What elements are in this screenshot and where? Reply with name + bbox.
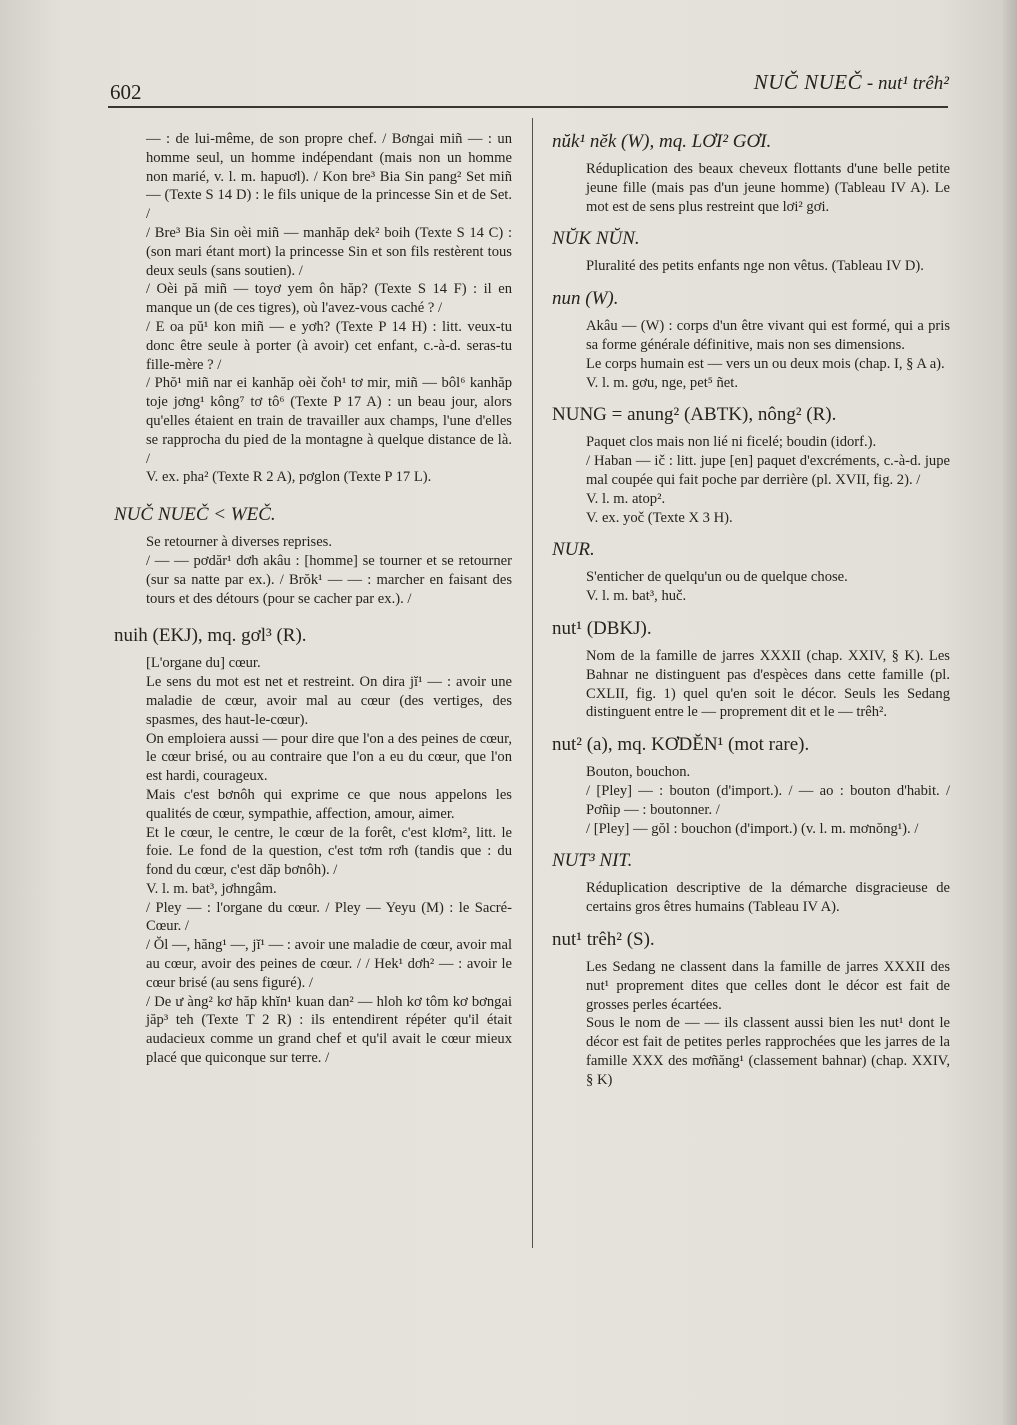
definition-line: / Pley — : l'organe du cœur. / Pley — Yeyu (M) : le Sacré-Cœur. /: [146, 899, 512, 935]
continuation-para: V. ex. pha² (Texte R 2 A), pơglon (Texte P 17 L).: [146, 469, 432, 486]
headword: NŬK NŬN.: [552, 228, 640, 250]
entry-nuk-nun: [552, 227, 950, 276]
definition-line: S'enticher de quelqu'un ou de quelque chose.: [586, 569, 848, 586]
continuation-para: / Bre³ Bia Sin oèi miñ — manhăp dek² boih (Texte S 14 C) : (son mari étant mort) la princesse Sin et son fils restèrent tous deux seuls (sans soutien). /: [146, 224, 512, 279]
definition-line: Réduplication des beaux cheveux flottants d'une belle petite jeune fille (mais pas d'un jeune homme) (Tableau IV A). Le mot est de sens plus restreint que lơi² gơi.: [586, 161, 950, 215]
entry-nut-treh: [552, 928, 950, 1090]
definition-line: Bouton, bouchon.: [586, 764, 691, 781]
right-column: [552, 130, 950, 1090]
entry-nuc-nuec: [114, 503, 512, 608]
definition-line: V. l. m. bat³, jơhngâm.: [146, 880, 277, 897]
entry-nut-1: [552, 617, 950, 722]
definition-line: Sous le nom de — — ils classent aussi bien les nut¹ dont le décor est fait de petites perles rapprochées que les jarres de la famille XXX des mơñăng¹ (classement bahnar) (chap. XXIV, § K): [586, 1015, 950, 1088]
headword: NUNG = anung² (ABTK), nông² (R).: [552, 404, 837, 426]
definition-line: / [Pley] — gŏl : bouchon (d'import.) (v. l. m. mơnŏng¹). /: [586, 820, 919, 837]
definition-line: / Haban — ič : litt. jupe [en] paquet d'excréments, c.-à-d. jupe mal coupée qui fait poche par derrière (pl. XVII, fig. 2). /: [586, 453, 950, 488]
headword: nŭk¹ nĕk (W), mq. LƠI² GƠI.: [552, 131, 772, 152]
entry-nun: [552, 287, 950, 392]
definition-line: V. l. m. atop².: [586, 490, 666, 507]
headword: nut¹ trêh² (S).: [552, 928, 655, 950]
definition-line: Le corps humain est — vers un ou deux mois (chap. I, § A a).: [586, 355, 945, 372]
running-head-headword: NUČ NUEČ: [753, 70, 863, 94]
definition-line: V. ex. yoč (Texte X 3 H).: [586, 509, 733, 526]
entry-nuih: [114, 624, 512, 1068]
continuation-para: / Oèi pă miñ — toyơ yem ôn hăp? (Texte S 14 F) : il en manque un (de ces tigres), où l'avez-vous caché ? /: [146, 281, 512, 317]
entry-nut-3-nit: [552, 849, 950, 917]
headword: NUR.: [552, 539, 595, 561]
definition-line: / De ư àng² kơ hăp khĭn¹ kuan dan² — hloh kơ tôm kơ bơngai jăp³ teh (Texte T 2 R) : ils entendirent répéter qu'il était audacieux comme un grand chef et qu'il avait le cœur mieux placé que quiconque sur terre. /: [146, 993, 512, 1067]
definition-line: Se retourner à diverses reprises.: [146, 534, 332, 551]
definition-line: Akâu — (W) : corps d'un être vivant qui est formé, qui a pris sa forme générale définitive, mais non ses dimensions.: [586, 318, 950, 353]
definition-line: / [Pley] — : bouton (d'import.). / — ao : bouton d'habit. / Pơñip — : boutonner. /: [586, 782, 950, 818]
left-column: [114, 130, 512, 1068]
running-head: [754, 70, 949, 95]
headword: nut¹ (DBKJ).: [552, 617, 652, 639]
continuation-para: / Phŏ¹ miñ nar ei kanhăp oèi čoh¹ tơ mir, miñ — bôl⁶ kanhăp toje jơng¹ kông⁷ tơ tô⁶ (Texte P 17 A) : un beau jour, alors qu'elles étaient en train de travailler aux champs, l'une d'elles se rapprocha du pied de la montagne à quelque distance de là. /: [146, 375, 512, 467]
definition-line: On emploiera aussi — pour dire que l'on a des peines de cœur, le cœur brisé, ou au contraire que l'on a eu du cœur, que l'on est hardi, courageux.: [146, 730, 512, 785]
entry-nur: [552, 538, 950, 606]
definition-line: Et le cœur, le centre, le cœur de la forêt, c'est klơm², litt. le foie. Le fond de la question, c'est tơm rơh (tandis que : du fond du cœur, c'est dăp bơnôh). /: [146, 824, 512, 879]
entry-nung: [552, 403, 950, 527]
entry-nuk-nek: [552, 130, 950, 216]
column-divider: [532, 118, 533, 1248]
entry-nut-2: [552, 733, 950, 838]
definition-line: / — — pơdăr¹ dơh akâu : [homme] se tourner et se retourner (sur sa natte par ex.). / Brŏk¹ — — : marcher en faisant des tours et des détours (pour se cacher par ex.). /: [146, 552, 512, 607]
definition-line: V. l. m. gơu, nge, pet⁵ ñet.: [586, 374, 738, 391]
definition-line: / Ŏl —, hăng¹ —, jĭ¹ — : avoir une maladie de cœur, avoir mal au cœur, avoir des peines de cœur. / / Hek¹ dơh² — : avoir le cœur brisé (au sens figuré). /: [146, 937, 512, 991]
definition-line: Réduplication descriptive de la démarche disgracieuse de certains gros êtres humains (Tableau IV A).: [586, 880, 950, 916]
book-gutter: [1003, 0, 1017, 1425]
definition-line: Le sens du mot est net et restreint. On dira jĭ¹ — : avoir une maladie de cœur, avoir mal au cœur (des vertiges, des spasmes, des haut-le-cœur).: [146, 674, 512, 728]
continuation-para: — : de lui-même, de son propre chef. / Bơngai miñ — : un homme seul, un homme indépendant (mais non un homme non marié, v. l. m. hapuơl). / Kon bre³ Bia Sin pang² Set miñ — (Texte S 14 D) : le fils unique de la princesse Sin et de Set. /: [146, 131, 512, 223]
headword: NUT³ NIT.: [552, 850, 633, 872]
definition-line: [L'organe du] cœur.: [146, 655, 261, 672]
definition-line: Paquet clos mais non lié ni ficelé; boudin (idorf.).: [586, 434, 877, 451]
headword: NUČ NUEČ < WEČ.: [114, 504, 276, 526]
definition-line: Mais c'est bơnôh qui exprime ce que nous appelons les qualités de cœur, sympathie, affection, amour, aimer.: [146, 786, 512, 822]
header-rule: [108, 106, 948, 108]
definition-line: Nom de la famille de jarres XXXII (chap. XXIV, § K). Les Bahnar ne distinguent pas d'espèces dans cette famille (pl. CXLII, fig. 1) quel qu'en soit le décor. Seuls les Sedang distinguent entre le — proprement dit et le — trêh².: [586, 647, 950, 721]
headword: nut² (a), mq. KƠDĔN¹ (mot rare).: [552, 734, 810, 756]
page-number: 602: [110, 80, 142, 104]
definition-line: Pluralité des petits enfants nge non vêtus. (Tableau IV D).: [586, 258, 924, 275]
continuation-para: / E oa pŭ¹ kon miñ — e yơh? (Texte P 14 H) : litt. veux-tu donc être seule à porter (à avoir) cet enfant, c.-à-d. seras-tu fille-mère ? /: [146, 318, 512, 373]
running-head-range: - nut¹ trêh²: [862, 73, 949, 94]
headword: nuih (EKJ), mq. gơl³ (R).: [114, 625, 307, 647]
definition-line: V. l. m. bat³, huč.: [586, 588, 687, 605]
definition-line: Les Sedang ne classent dans la famille de jarres XXXII des nut¹ proprement dites que celles dont le décor est fait de grosses perles écartées.: [586, 958, 950, 1013]
headword: nun (W).: [552, 288, 619, 310]
